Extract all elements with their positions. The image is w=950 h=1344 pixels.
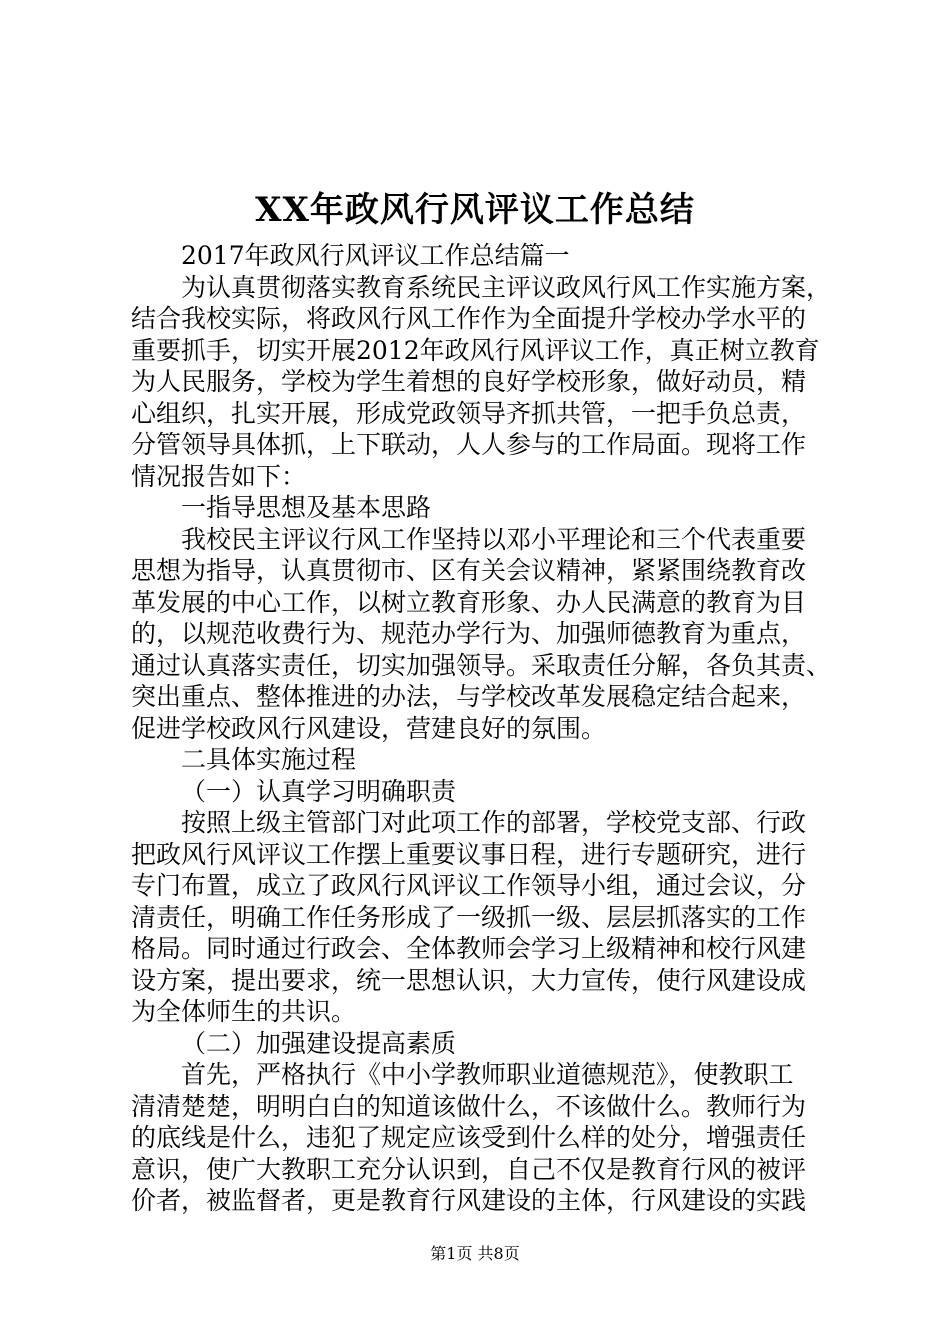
text-line: 通过认真落实责任，切实加强领导。采取责任分解，各负其责、	[131, 650, 832, 680]
text-line: 2017年政风行风评议工作总结篇一	[181, 241, 570, 270]
text-line: 重要抓手，切实开展2012年政风行风评议工作，真正树立教育	[131, 335, 820, 365]
text-line: 设方案，提出要求，统一思想认识，大力宣传，使行风建设成	[131, 965, 807, 995]
text-line: 首先，严格执行《中小学教师职业道德规范》，使教职工	[181, 1060, 794, 1089]
text-line: 分管领导具体抓，上下联动，人人参与的工作局面。现将工作	[131, 430, 807, 459]
text-line: 把政风行风评议工作摆上重要议事日程，进行专题研究，进行	[131, 839, 807, 869]
text-line: 为认真贯彻落实教育系统民主评议政风行风工作实施方案，	[181, 272, 832, 302]
text-line: 格局。同时通过行政会、全体教师会学习上级精神和校行风建	[131, 934, 807, 963]
text-line: 专门布置，成立了政风行风评议工作领导小组，通过会议，分	[131, 871, 807, 900]
text-line: 心组织，扎实开展，形成党政领导齐抓共管，一把手负总责，	[131, 398, 807, 428]
text-line: 的底线是什么，违犯了规定应该受到什么样的处分，增强责任	[131, 1123, 807, 1152]
text-line: （二）加强建设提高素质	[181, 1028, 457, 1058]
text-line: 清责任，明确工作任务形成了一级抓一级、层层抓落实的工作	[131, 902, 807, 932]
text-line: 情况报告如下：	[131, 461, 307, 491]
text-line: 二具体实施过程	[181, 745, 357, 774]
text-line: 按照上级主管部门对此项工作的部署，学校党支部、行政	[181, 808, 807, 837]
text-line: 促进学校政风行风建设，营建良好的氛围。	[131, 713, 607, 743]
text-line: 我校民主评议行风工作坚持以邓小平理论和三个代表重要	[181, 524, 807, 554]
document-body	[131, 240, 831, 1217]
text-line: 结合我校实际，将政风行风工作作为全面提升学校办学水平的	[131, 304, 807, 333]
document-title: XX年政风行风评议工作总结	[255, 190, 695, 230]
text-line: 为人民服务，学校为学生着想的良好学校形象，做好动员，精	[131, 367, 807, 396]
text-line: 的，以规范收费行为、规范办学行为、加强师德教育为重点，	[131, 619, 807, 648]
text-line: 一指导思想及基本思路	[181, 493, 432, 522]
text-line: 意识，使广大教职工充分认识到，自己不仅是教育行风的被评	[131, 1154, 807, 1184]
page-footer: 第1页 共8页	[430, 1244, 520, 1263]
text-line: 突出重点、整体推进的办法，与学校改革发展稳定结合起来，	[131, 682, 807, 711]
text-line: 为全体师生的共识。	[131, 997, 357, 1026]
text-line: 革发展的中心工作，以树立教育形象、办人民满意的教育为目	[131, 587, 807, 617]
text-line: 思想为指导，认真贯彻市、区有关会议精神，紧紧围绕教育改	[131, 556, 807, 585]
text-line: （一）认真学习明确职责	[181, 776, 457, 806]
text-line: 清清楚楚，明明白白的知道该做什么，不该做什么。教师行为	[131, 1091, 807, 1121]
text-line: 价者，被监督者，更是教育行风建设的主体，行风建设的实践	[131, 1186, 807, 1215]
